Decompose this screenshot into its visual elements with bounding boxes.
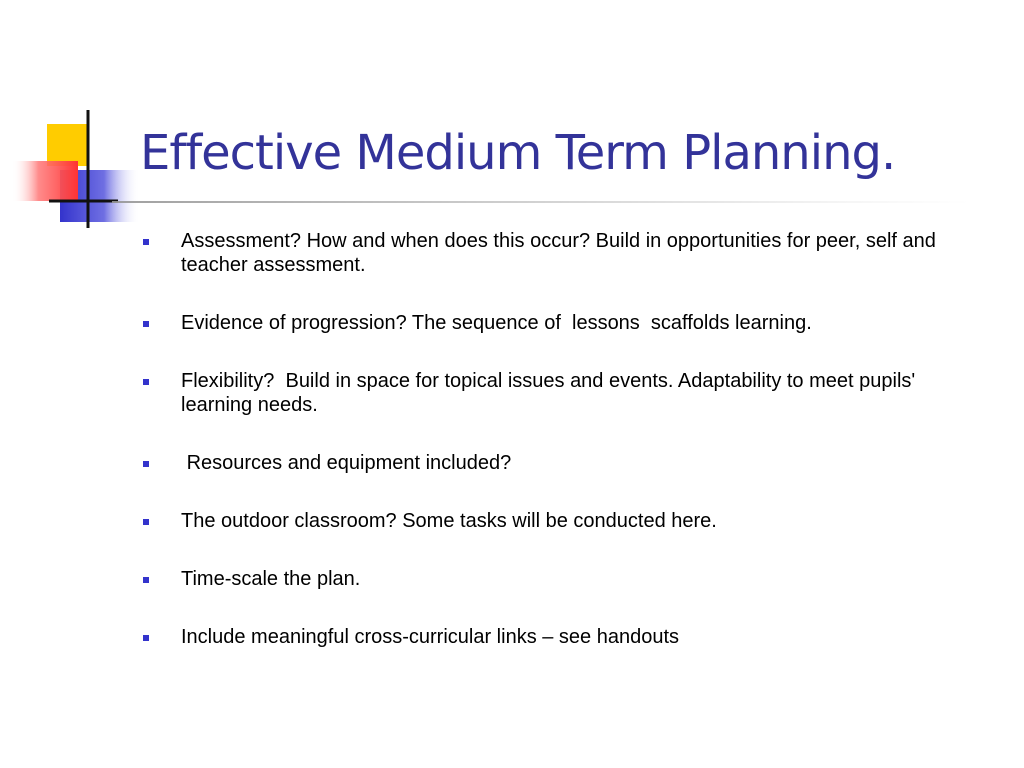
bullet-text: Assessment? How and when does this occur? Build in opportunities for peer, self and teacher assessment. bbox=[181, 230, 942, 276]
bullet-text: Resources and equipment included? bbox=[181, 452, 512, 474]
square-bullet-icon bbox=[143, 461, 149, 467]
bullet-text: Flexibility? Build in space for topical issues and events. Adaptability to meet pupils' learning needs. bbox=[181, 370, 921, 416]
bullet-item bbox=[143, 311, 963, 335]
logo-red-block bbox=[12, 161, 78, 201]
bullet-item bbox=[143, 509, 963, 533]
bullet-text: The outdoor classroom? Some tasks will be conducted here. bbox=[181, 510, 717, 532]
slide-title: Effective Medium Term Planning. bbox=[140, 125, 896, 181]
square-bullet-icon bbox=[143, 379, 149, 385]
bullet-text: Include meaningful cross-curricular links – see handouts bbox=[181, 626, 680, 648]
bullet-item bbox=[143, 229, 963, 277]
bullet-item bbox=[143, 567, 963, 591]
bullet-list bbox=[143, 229, 963, 683]
bullet-text: Time-scale the plan. bbox=[181, 568, 361, 590]
square-bullet-icon bbox=[143, 519, 149, 525]
square-bullet-icon bbox=[143, 577, 149, 583]
square-bullet-icon bbox=[143, 635, 149, 641]
title-divider bbox=[112, 201, 970, 203]
bullet-item bbox=[143, 369, 963, 417]
square-bullet-icon bbox=[143, 321, 149, 327]
square-bullet-icon bbox=[143, 239, 149, 245]
decorative-color-blocks-logo bbox=[0, 0, 160, 240]
bullet-item bbox=[143, 451, 963, 475]
bullet-item bbox=[143, 625, 963, 649]
bullet-text: Evidence of progression? The sequence of lessons scaffolds learning. bbox=[181, 312, 812, 334]
logo-yellow-block bbox=[47, 124, 89, 166]
